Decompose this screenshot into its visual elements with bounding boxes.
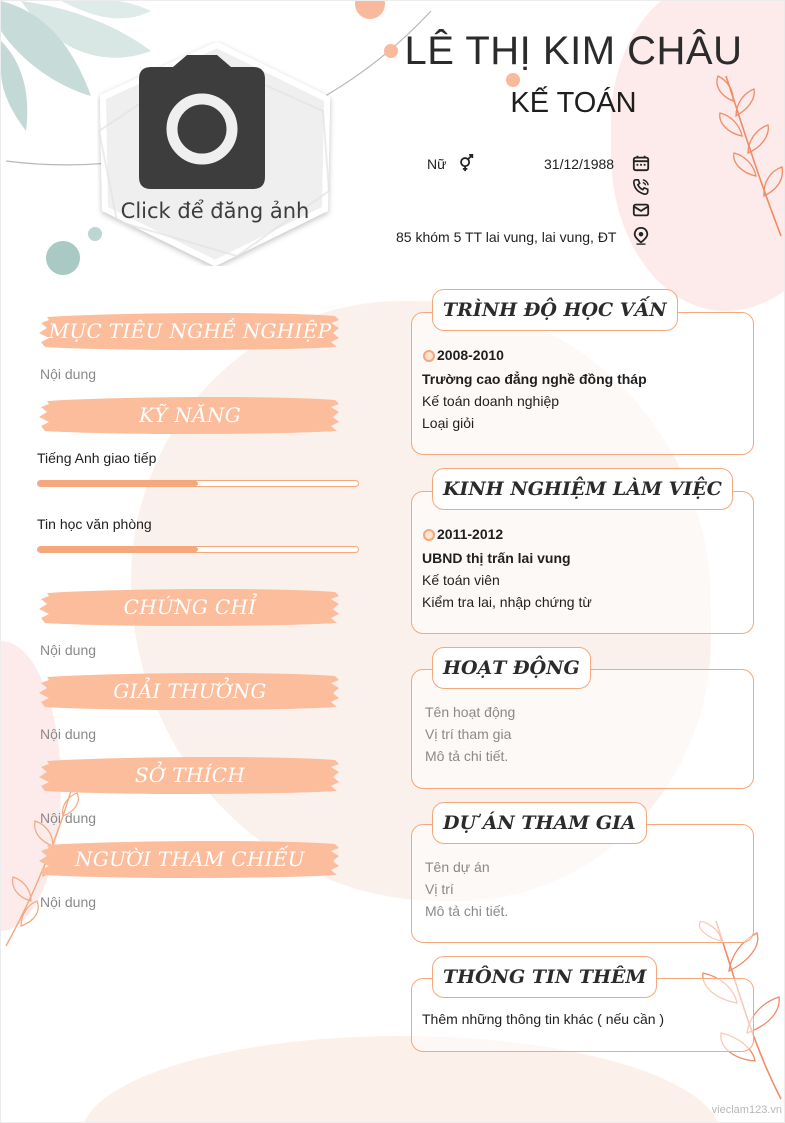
peach-dot-3 [506, 73, 520, 87]
objective-content[interactable]: Nội dung [40, 366, 97, 382]
projects-heading: DỰ ÁN THAM GIA [432, 802, 647, 844]
awards-heading: GIẢI THƯỞNG [113, 679, 267, 703]
skill-name-1: Tiếng Anh giao tiếp [37, 450, 157, 466]
education-major[interactable]: Kế toán doanh nghiệp [422, 393, 560, 409]
phone-icon [632, 178, 650, 196]
education-school[interactable]: Trường cao đẳng nghề đồng tháp [422, 371, 647, 387]
education-heading: TRÌNH ĐỘ HỌC VẤN [432, 289, 678, 331]
calendar-icon [632, 154, 650, 172]
experience-company[interactable]: UBND thị trấn lai vung [422, 550, 571, 566]
experience-description[interactable]: Kiểm tra lai, nhập chứng từ [422, 594, 592, 610]
awards-content[interactable]: Nội dung [40, 726, 97, 742]
activities-heading: HOẠT ĐỘNG [432, 647, 591, 689]
activity-name[interactable]: Tên hoạt động [425, 704, 516, 720]
certificates-content[interactable]: Nội dung [40, 642, 97, 658]
objective-heading: MỤC TIÊU NGHỀ NGHIỆP [48, 319, 332, 343]
peach-dot-2 [384, 44, 398, 58]
references-content[interactable]: Nội dung [40, 894, 97, 910]
certificates-heading: CHỨNG CHỈ [123, 595, 257, 619]
gender-icon [457, 154, 475, 172]
address-text: 85 khóm 5 TT lai vung, lai vung, ĐT [396, 229, 617, 245]
skill-bar-1 [37, 480, 359, 487]
email-icon [632, 201, 650, 219]
activity-role[interactable]: Vị trí tham gia [425, 726, 512, 742]
watermark: vieclam123.vn [711, 1104, 782, 1116]
teal-dot-large [46, 241, 80, 275]
location-icon [632, 227, 650, 245]
job-title: KẾ TOÁN [510, 87, 637, 119]
project-description[interactable]: Mô tả chi tiết. [425, 903, 509, 919]
education-grade[interactable]: Loại giỏi [422, 415, 475, 431]
project-role[interactable]: Vị trí [425, 881, 454, 897]
experience-period[interactable]: 2011-2012 [437, 526, 504, 542]
camera-icon [137, 53, 267, 193]
hobbies-content[interactable]: Nội dung [40, 810, 97, 826]
activity-description[interactable]: Mô tả chi tiết. [425, 748, 509, 764]
additional-info-content[interactable]: Thêm những thông tin khác ( nếu cần ) [422, 1011, 665, 1027]
additional-info-heading: THÔNG TIN THÊM [432, 956, 657, 998]
gender-text: Nữ [427, 156, 447, 172]
skill-bar-2-fill [38, 547, 198, 552]
birthday-text: 31/12/1988 [544, 156, 615, 172]
candidate-name: LÊ THỊ KIM CHÂU [404, 29, 743, 73]
experience-bullet [423, 529, 435, 541]
project-name[interactable]: Tên dự án [425, 859, 490, 875]
education-bullet [423, 350, 435, 362]
skill-bar-2 [37, 546, 359, 553]
photo-upload-area[interactable] [97, 41, 337, 266]
experience-position[interactable]: Kế toán viên [422, 572, 500, 588]
references-heading: NGƯỜI THAM CHIẾU [75, 847, 305, 871]
skill-name-2: Tin học văn phòng [37, 516, 152, 532]
experience-heading: KINH NGHIỆM LÀM VIỆC [432, 468, 733, 510]
skill-bar-1-fill [38, 481, 198, 486]
photo-upload-label[interactable]: Click để đăng ảnh [120, 199, 310, 223]
skills-heading: KỸ NĂNG [138, 403, 242, 427]
hobbies-heading: SỞ THÍCH [134, 763, 246, 787]
education-period[interactable]: 2008-2010 [437, 347, 504, 363]
